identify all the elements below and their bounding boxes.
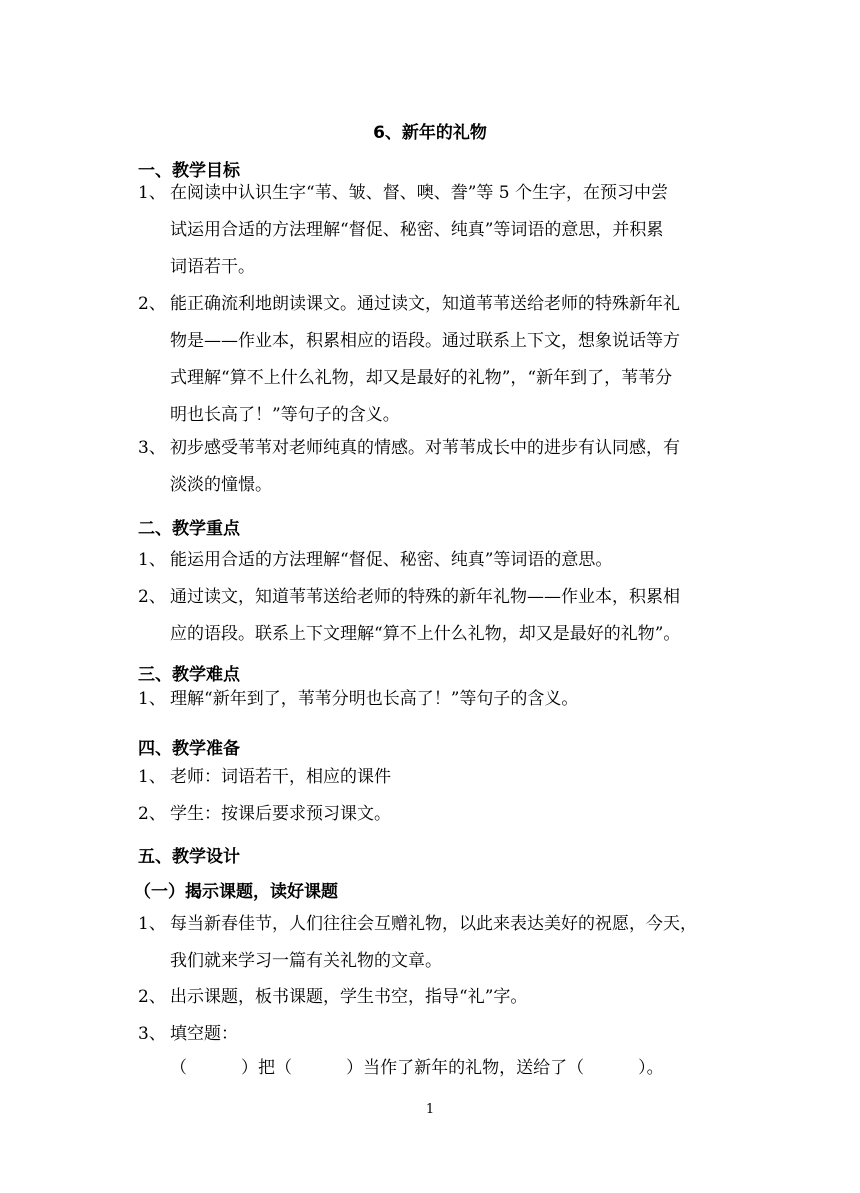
list-item xyxy=(138,579,728,653)
item-number: 2、 xyxy=(138,294,166,314)
item-number: 3、 xyxy=(138,438,166,458)
item-number: 3、 xyxy=(138,1024,166,1044)
section-heading-goals: 一、教学目标 xyxy=(138,161,240,181)
item-line: 词语若干。 xyxy=(170,257,255,277)
item-line: 出示课题，板书课题，学生书空，指导“礼”字。 xyxy=(170,987,528,1007)
list-item xyxy=(138,796,728,833)
item-number: 2、 xyxy=(138,587,166,607)
list-item xyxy=(138,681,728,718)
list-item xyxy=(138,906,728,980)
item-line: 淡淡的憧憬。 xyxy=(170,475,272,495)
item-line: 物是——作业本，积累相应的语段。通过联系上下文，想象说话等方 xyxy=(170,331,680,351)
list-item xyxy=(138,542,728,579)
item-line: 学生：按课后要求预习课文。 xyxy=(170,804,391,824)
item-number: 2、 xyxy=(138,804,166,824)
item-number: 1、 xyxy=(138,550,166,570)
item-line: 老师：词语若干，相应的课件 xyxy=(170,767,391,787)
section-heading-preparation: 四、教学准备 xyxy=(138,739,240,759)
item-line: 明也长高了！”等句子的含义。 xyxy=(170,405,400,425)
item-line: 能正确流利地朗读课文。通过读文，知道苇苇送给老师的特殊新年礼 xyxy=(170,294,680,314)
item-line: 在阅读中认识生字“苇、皱、督、噢、誊”等 5 个生字，在预习中尝 xyxy=(170,183,669,203)
list-item xyxy=(138,1016,728,1053)
fill-in-blank-sentence: （ ）把（ ）当作了新年的礼物，送给了（ ）。 xyxy=(170,1058,664,1078)
section-heading-key-points: 二、教学重点 xyxy=(138,519,240,539)
item-number: 2、 xyxy=(138,987,166,1007)
item-line: 通过读文，知道苇苇送给老师的特殊的新年礼物——作业本，积累相 xyxy=(170,587,680,607)
list-item xyxy=(138,979,728,1016)
item-line: 理解“新年到了，苇苇分明也长高了！”等句子的含义。 xyxy=(170,689,579,709)
item-number: 1、 xyxy=(138,914,166,934)
page-number: 1 xyxy=(425,1102,435,1117)
subsection-heading: （一）揭示课题，读好课题 xyxy=(134,882,338,902)
item-line: 我们就来学习一篇有关礼物的文章。 xyxy=(170,951,442,971)
section-heading-difficulties: 三、教学难点 xyxy=(138,665,240,685)
item-number: 1、 xyxy=(138,689,166,709)
item-line: 试运用合适的方法理解“督促、秘密、纯真”等词语的意思，并积累 xyxy=(170,220,664,240)
list-item xyxy=(138,759,728,796)
list-item xyxy=(138,175,728,286)
item-line: 式理解“算不上什么礼物，却又是最好的礼物”，“新年到了，苇苇分 xyxy=(170,368,673,388)
item-number: 1、 xyxy=(138,767,166,787)
document-title: 6、新年的礼物 xyxy=(373,123,487,143)
item-line: 每当新春佳节，人们往往会互赠礼物，以此来表达美好的祝愿，今天， xyxy=(170,914,697,934)
item-number: 1、 xyxy=(138,183,166,203)
list-item xyxy=(138,286,728,434)
item-line: 初步感受苇苇对老师纯真的情感。对苇苇成长中的进步有认同感，有 xyxy=(170,438,680,458)
list-item xyxy=(138,430,728,504)
section-heading-design: 五、教学设计 xyxy=(138,847,240,867)
item-line: 能运用合适的方法理解“督促、秘密、纯真”等词语的意思。 xyxy=(170,550,613,570)
item-line: 应的语段。联系上下文理解“算不上什么礼物，却又是最好的礼物”。 xyxy=(170,624,681,644)
item-line: 填空题： xyxy=(170,1024,238,1044)
